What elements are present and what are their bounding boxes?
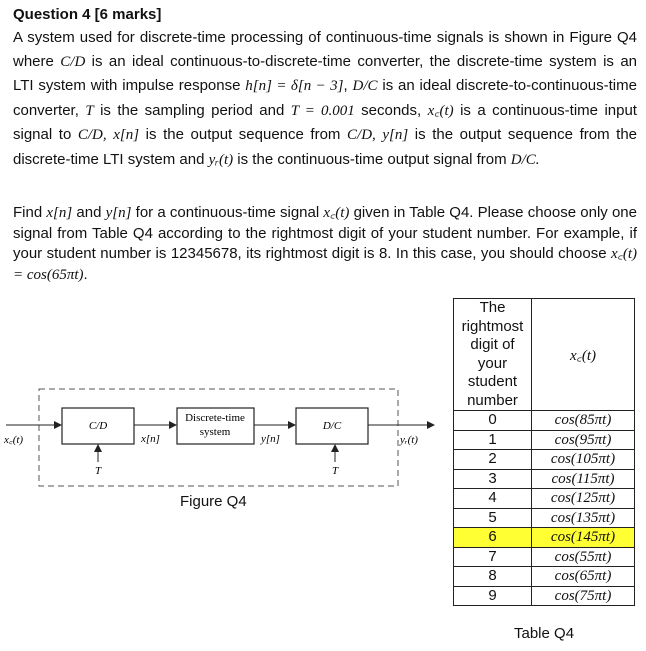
digit-cell: 3 xyxy=(454,469,532,489)
math-xn: x[n] xyxy=(46,205,73,221)
cd-label: C/D xyxy=(88,420,108,432)
input-signal-label: x꜀(t) xyxy=(4,434,24,446)
signal-cell: cos(135πt) xyxy=(532,508,635,528)
table-caption: Table Q4 xyxy=(514,625,575,642)
signal-cell: cos(75πt) xyxy=(532,586,635,606)
question-paragraph-2 xyxy=(13,203,637,285)
math-T-value: T = 0.001 xyxy=(290,102,355,119)
header-line: The xyxy=(479,299,506,316)
math-xc: x꜀(t) xyxy=(427,102,454,119)
header-line: rightmost xyxy=(461,317,524,335)
table-row xyxy=(454,430,635,450)
math-yr: yᵣ(t) xyxy=(208,151,234,168)
question-title: Question 4 [6 marks] xyxy=(13,6,162,23)
signal-cell: cos(105πt) xyxy=(532,450,635,470)
signal-cell: cos(65πt) xyxy=(532,567,635,587)
digit-cell: 2 xyxy=(454,450,532,470)
table-header-row xyxy=(454,299,635,411)
header-signal: x꜀(t) xyxy=(532,299,635,411)
signal-cell: cos(85πt) xyxy=(532,411,635,431)
text-span: is an ideal discrete-to-continuous-time converter, xyxy=(13,77,637,119)
text-span: is the output sequence from xyxy=(139,126,348,143)
output-signal-label: yᵣ(t) xyxy=(400,434,418,446)
sampling-period-label-cd: T xyxy=(95,465,102,477)
text-span: and xyxy=(72,204,106,221)
header-digit xyxy=(454,299,532,411)
text-span: is the sampling period and xyxy=(93,101,291,119)
question-paragraph-1 xyxy=(13,26,637,172)
digit-cell: 6 xyxy=(454,528,532,548)
text-span: is the continuous-time output signal from xyxy=(233,150,511,168)
math-cd: C/D, xyxy=(77,127,107,143)
math-T: T xyxy=(85,102,94,119)
block-diagram xyxy=(0,380,440,500)
math-dc: D/C xyxy=(352,78,378,94)
text-span: is a continuous-time input signal to xyxy=(13,101,637,143)
dc-label: D/C xyxy=(322,420,342,432)
table-row-highlighted xyxy=(454,528,635,548)
table-row xyxy=(454,489,635,509)
signal-cell: cos(125πt) xyxy=(532,489,635,509)
text-span: Find xyxy=(13,204,47,221)
math-cd: C/D, xyxy=(347,127,376,143)
figure-caption: Figure Q4 xyxy=(180,493,247,510)
signal-table xyxy=(453,298,635,606)
table-row xyxy=(454,567,635,587)
digit-cell: 5 xyxy=(454,508,532,528)
math-yn: y[n] xyxy=(382,127,409,143)
signal-cell: cos(115πt) xyxy=(532,469,635,489)
table-row xyxy=(454,411,635,431)
sampling-period-label-dc: T xyxy=(332,465,339,477)
text-span: , xyxy=(343,77,353,94)
text-span: is an ideal continuous-to-discrete-time converter, the discrete-time system is an LTI system with impulse response xyxy=(13,52,637,94)
math-yn: y[n] xyxy=(105,205,132,221)
table-row xyxy=(454,586,635,606)
digit-cell: 7 xyxy=(454,547,532,567)
digit-cell: 0 xyxy=(454,411,532,431)
signal-cell: cos(55πt) xyxy=(532,547,635,567)
digit-cell: 1 xyxy=(454,430,532,450)
header-line: your xyxy=(477,354,508,372)
signal-cell: cos(145πt) xyxy=(532,528,635,548)
signal-cell: cos(95πt) xyxy=(532,430,635,450)
text-span: A system used for discrete-time processing of continuous-time signals is shown in Figure Q4 where xyxy=(13,29,637,70)
math-impulse-response: h[n] = δ[n − 3] xyxy=(245,78,344,94)
table-row xyxy=(454,450,635,470)
digit-cell: 9 xyxy=(454,586,532,606)
header-line: student xyxy=(467,373,518,390)
math-dc: D/C. xyxy=(510,151,540,168)
table-row xyxy=(454,469,635,489)
math-xn: x[n] xyxy=(113,127,140,143)
table-row xyxy=(454,547,635,567)
text-span: is the output sequence from the discrete-time LTI system and xyxy=(13,126,638,168)
text-span: . xyxy=(83,265,88,283)
xn-signal-label: x[n] xyxy=(141,433,160,445)
text-span: given in Table Q4. Please choose only one signal from Table Q4 according to the rightmost digit of your student number. For example, if your student number is 12345678, its rightmost digit is 8. In this case, you should choose xyxy=(13,204,637,262)
text-span: seconds, xyxy=(354,101,428,119)
dts-label-line1: Discrete-time xyxy=(185,412,245,424)
header-line: number xyxy=(467,391,518,409)
text-span: for a continuous-time signal xyxy=(131,204,324,221)
math-cd: C/D xyxy=(60,53,86,70)
digit-cell: 4 xyxy=(454,489,532,509)
yn-signal-label: y[n] xyxy=(261,433,280,445)
table-row xyxy=(454,508,635,528)
math-example-signal: x꜀(t) = cos(65πt) xyxy=(13,246,637,283)
dts-label-line2: system xyxy=(199,426,231,438)
digit-cell: 8 xyxy=(454,567,532,587)
header-line: digit of xyxy=(470,336,515,353)
math-xc: x꜀(t) xyxy=(323,205,350,221)
